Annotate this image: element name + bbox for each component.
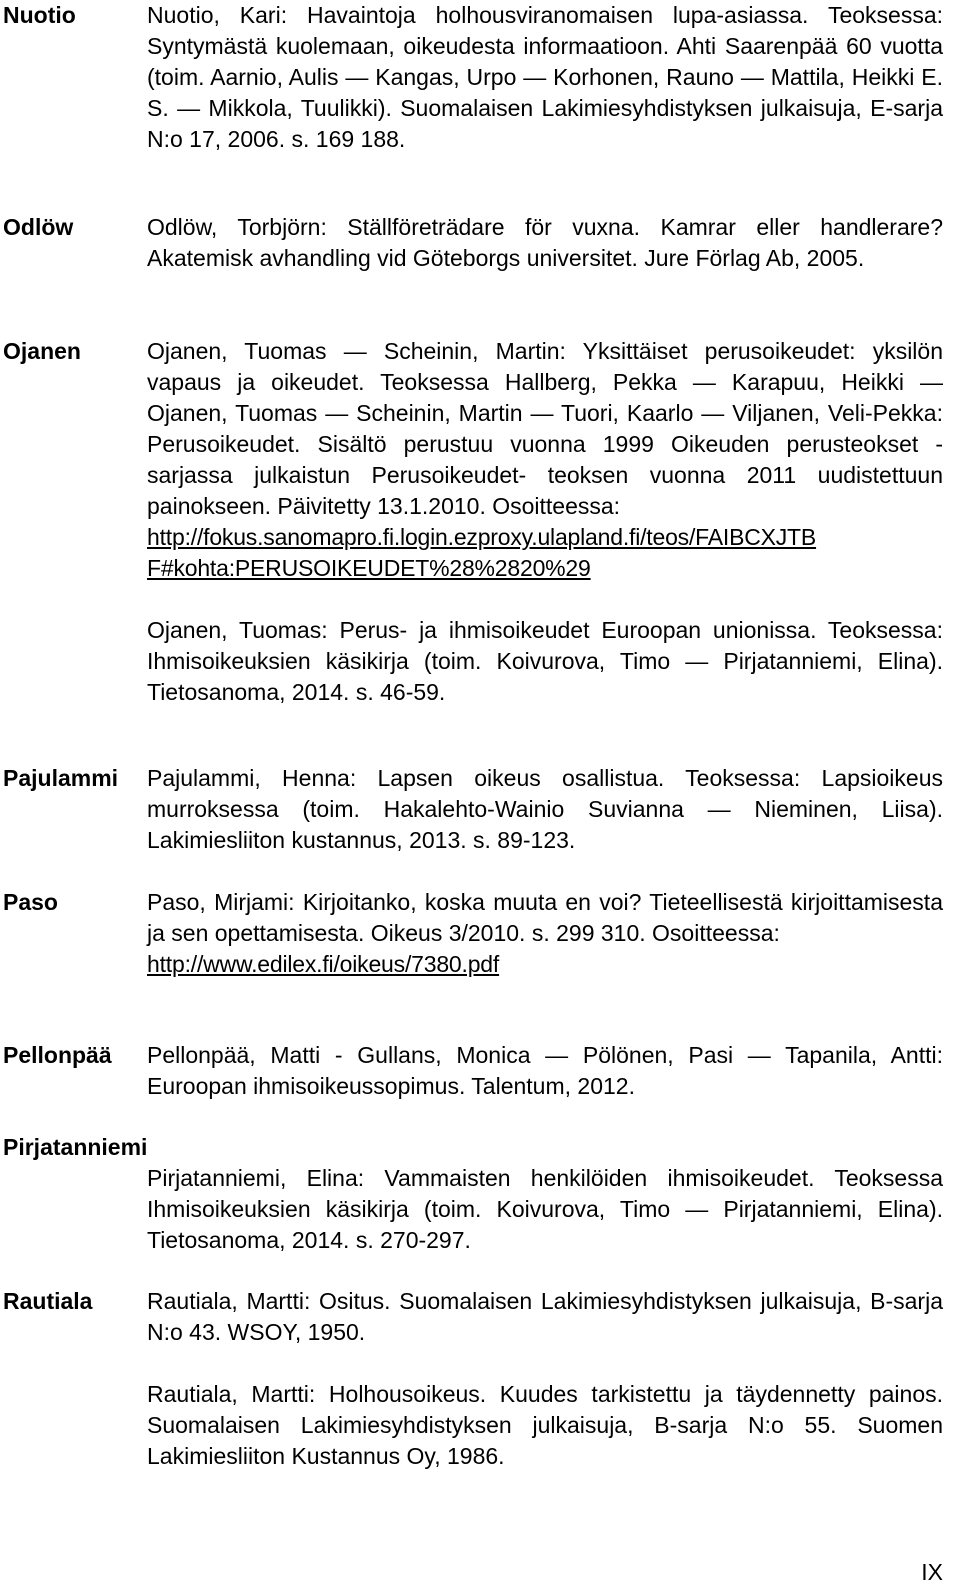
entry-keyword: Ojanen xyxy=(3,338,81,364)
entry-keyword: Nuotio xyxy=(3,2,76,28)
reference-text: Pirjatanniemi, Elina: Vammaisten henkilöiden ihmisoikeudet. Teoksessa Ihmisoikeuksien käsikirja (toim. Koivurova, Timo ― Pirjatanniemi, Elina). Tietosanoma, 2014. s. 270-297. xyxy=(147,1165,943,1253)
reference-text: Pellonpää, Matti - Gullans, Monica ― Pölönen, Pasi ― Tapanila, Antti: Euroopan ihmisoikeussopimus. Talentum, 2012. xyxy=(147,1042,943,1099)
entry-keyword: Pajulammi xyxy=(3,765,119,791)
entry-keyword: Pellonpää xyxy=(3,1042,112,1068)
reference-text: Nuotio, Kari: Havaintoja holhousviranomaisen lupa-asiassa. Teoksessa: Syntymästä kuolemaan, oikeudesta informaatioon. Ahti Saarenpää 60 vuotta (toim. Aarnio, Aulis ― Kangas, Urpo ― Korhonen, Rauno ― Mattila, Heikki E. S. ― Mikkola, Tuulikki). Suomalaisen Lakimiesyhdistyksen julkaisuja, E-sarja N:o 17, 2006. s. 169 188. xyxy=(147,2,943,152)
reference-text: Ojanen, Tuomas: Perus- ja ihmisoikeudet Euroopan unionissa. Teoksessa: Ihmisoikeuksien käsikirja (toim. Koivurova, Timo ― Pirjatanniemi, Elina). Tietosanoma, 2014. s. 46-59. xyxy=(147,617,943,705)
reference-text: Ojanen, Tuomas ― Scheinin, Martin: Yksittäiset perusoikeudet: yksilön vapaus ja oikeudet. Teoksessa Hallberg, Pekka ― Karapuu, Heikki ― Ojanen, Tuomas ― Scheinin, Martin ― Tuori, Kaarlo ― Viljanen, Veli-Pekka: Perusoikeudet. Sisältö perustuu vuonna 1999 Oikeuden perusteokset -sarjassa julkaistun Perusoikeudet- teoksen vuonna 2011 uudistettuun painokseen. Päivitetty 13.1.2010. Osoitteessa: xyxy=(147,338,943,519)
entry-keyword: Paso xyxy=(3,889,58,915)
reference-text: Rautiala, Martti: Ositus. Suomalaisen Lakimiesyhdistyksen julkaisuja, B-sarja N:o 43. WSOY, 1950. xyxy=(147,1288,943,1345)
page-number: IX xyxy=(921,1559,943,1585)
reference-text: Paso, Mirjami: Kirjoitanko, koska muuta en voi? Tieteellisestä kirjoittamisesta ja sen opettamisesta. Oikeus 3/2010. s. 299 310. Osoitteessa: xyxy=(147,889,943,946)
entry-keyword: Odlöw xyxy=(3,214,74,240)
reference-link-line-1[interactable]: http://fokus.sanomapro.fi.login.ezproxy.ulapland.fi/teos/FAIBCXJTB xyxy=(147,524,817,550)
reference-text: Odlöw, Torbjörn: Ställföreträdare för vuxna. Kamrar eller handlerare? Akatemisk avhandling vid Göteborgs universitet. Jure Förlag Ab, 2005. xyxy=(147,214,943,271)
entry-keyword: Rautiala xyxy=(3,1288,93,1314)
entry-keyword: Pirjatanniemi xyxy=(3,1134,148,1160)
reference-text: Rautiala, Martti: Holhousoikeus. Kuudes tarkistettu ja täydennetty painos. Suomalaisen Lakimiesyhdistyksen julkaisuja, B-sarja N:o 55. Suomen Lakimiesliiton Kustannus Oy, 1986. xyxy=(147,1381,943,1469)
reference-link-line-2[interactable]: F#kohta:PERUSOIKEUDET%28%2820%29 xyxy=(147,555,591,581)
reference-text: Pajulammi, Henna: Lapsen oikeus osallistua. Teoksessa: Lapsioikeus murroksessa (toim. Hakalehto-Wainio Suvianna ― Nieminen, Liisa). Lakimiesliiton kustannus, 2013. s. 89-123. xyxy=(147,765,943,853)
reference-link[interactable]: http://www.edilex.fi/oikeus/7380.pdf xyxy=(147,951,500,977)
